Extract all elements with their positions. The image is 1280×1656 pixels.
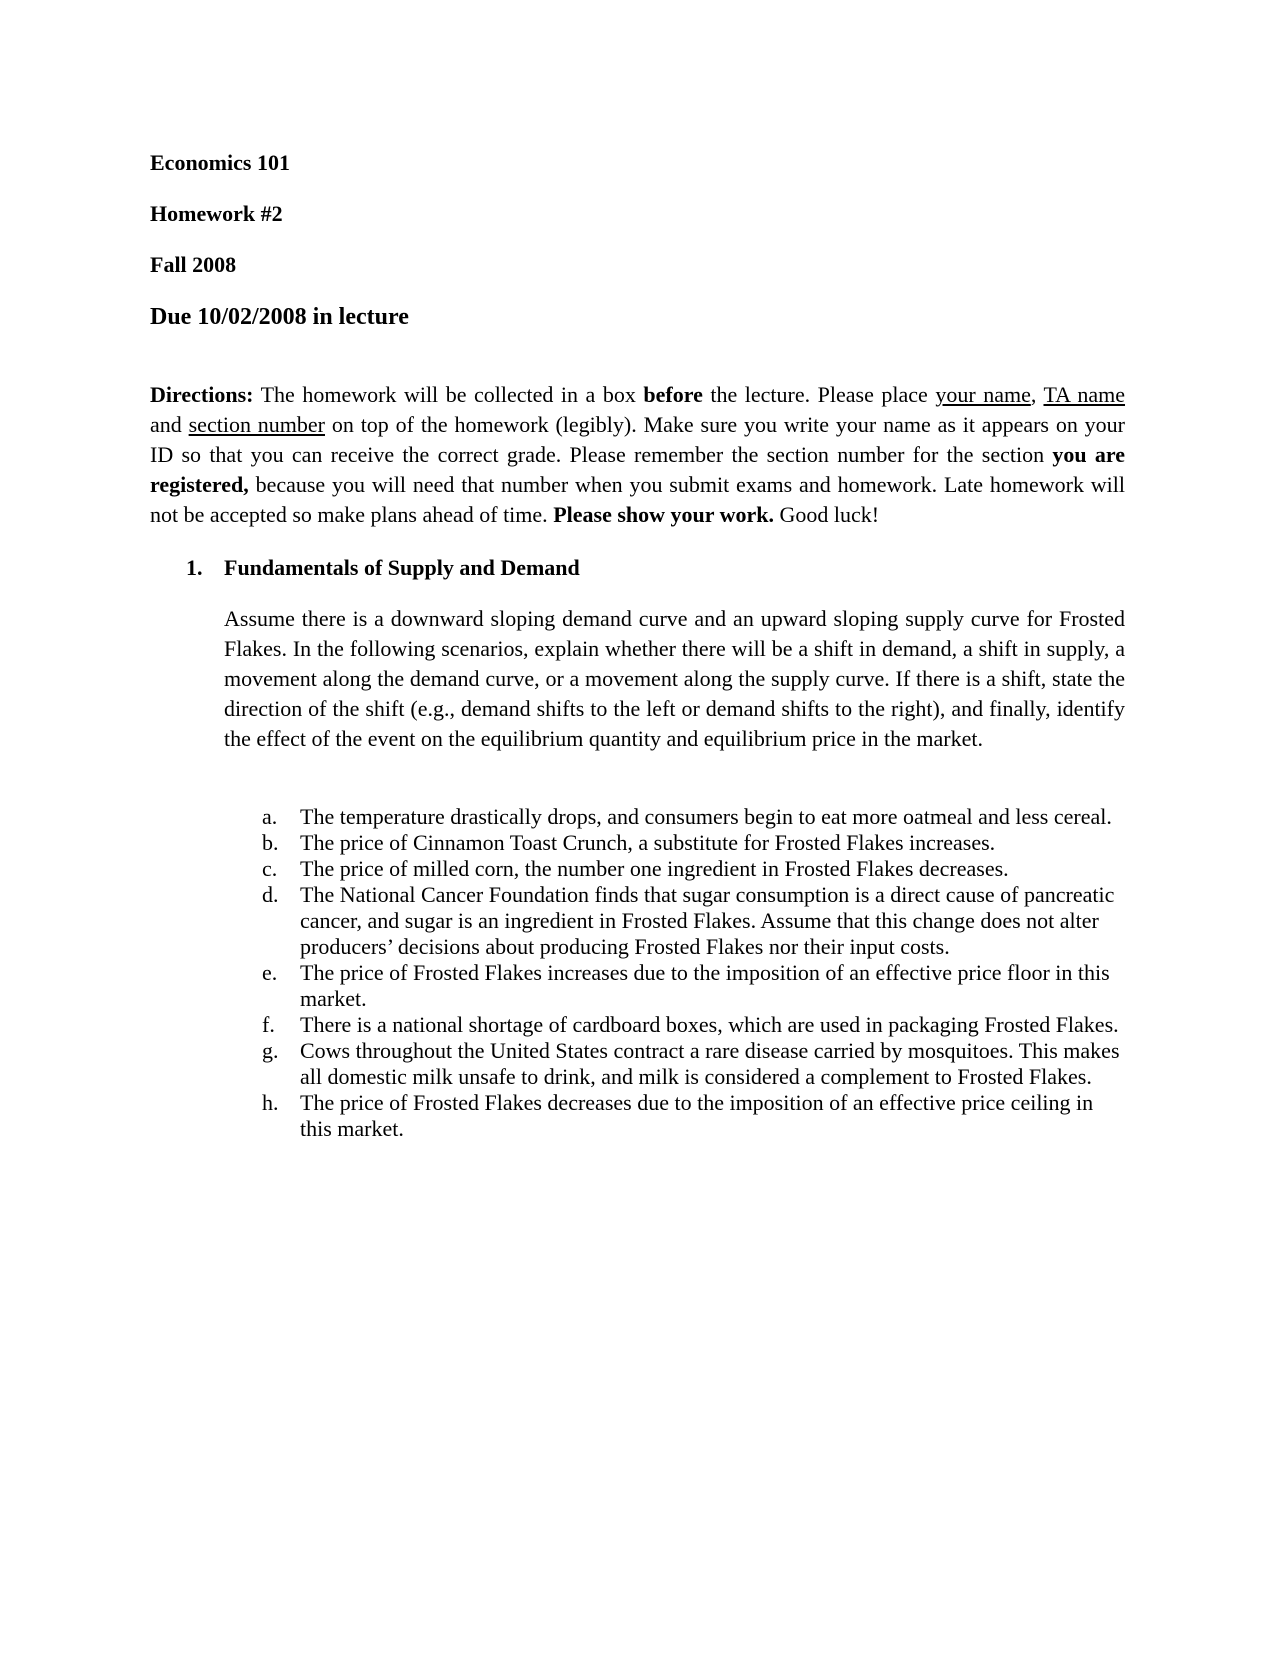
- directions-registered: you are registered,: [150, 442, 1125, 497]
- directions-before: before: [643, 382, 703, 407]
- list-item: [262, 1038, 1122, 1090]
- directions-paragraph: [150, 380, 1125, 530]
- list-item: [262, 1090, 1122, 1142]
- list-item: [262, 830, 1122, 856]
- item-letter: a.: [262, 804, 278, 829]
- directions-text-3: ,: [1030, 382, 1044, 407]
- directions-text-5: on top of the homework (legibly). Make sure you write your name as it appears on your ID so that you can receive the correct grade. Please remember the section number for the section: [150, 412, 1126, 467]
- list-item: [262, 960, 1122, 1012]
- item-letter: f.: [262, 1012, 275, 1037]
- item-text: The price of Frosted Flakes decreases due to the imposition of an effective price ceiling in this market.: [300, 1090, 1094, 1141]
- due-date: Due 10/02/2008 in lecture: [150, 304, 409, 330]
- directions-text-6: because you will need that number when you submit exams and homework. Late homework will not be accepted so make plans ahead of time.: [150, 472, 1125, 527]
- item-text: The National Cancer Foundation finds that sugar consumption is a direct cause of pancreatic cancer, and sugar is an ingredient in Frosted Flakes. Assume that this change does not alter producers’ decisions about producing Frosted Flakes nor their input costs.: [300, 882, 1115, 959]
- directions-section-number: section number: [188, 412, 325, 437]
- item-letter: d.: [262, 882, 279, 907]
- item-text: The price of Frosted Flakes increases due to the imposition of an effective price floor in this market.: [300, 960, 1110, 1011]
- item-letter: e.: [262, 960, 278, 985]
- section-intro: Assume there is a downward sloping demand curve and an upward sloping supply curve for Frosted Flakes. In the following scenarios, explain whether there will be a shift in demand, a shift in supply, a movement along the demand curve, or a movement along the supply curve. If there is a shift, state the direction of the shift (e.g., demand shifts to the left or demand shifts to the right), and finally, identify the effect of the event on the equilibrium quantity and equilibrium price in the market.: [224, 606, 1125, 751]
- item-text: The price of milled corn, the number one ingredient in Frosted Flakes decreases.: [300, 856, 1009, 881]
- item-text: There is a national shortage of cardboard boxes, which are used in packaging Frosted Flakes.: [300, 1012, 1119, 1037]
- directions-text-4: and: [150, 412, 189, 437]
- item-letter: b.: [262, 830, 279, 855]
- directions-your-name: your name: [935, 382, 1031, 407]
- item-letter: g.: [262, 1038, 279, 1063]
- assignment-title: Homework #2: [150, 201, 283, 226]
- item-letter: c.: [262, 856, 278, 881]
- directions-text-7: Good luck!: [774, 502, 880, 527]
- section-heading: [186, 555, 580, 581]
- directions-text-1: The homework will be collected in a box: [253, 382, 644, 407]
- section-number: 1.: [186, 555, 203, 580]
- course-title: Economics 101: [150, 150, 290, 175]
- term-label: Fall 2008: [150, 252, 237, 277]
- item-text: The temperature drastically drops, and consumers begin to eat more oatmeal and less cereal.: [300, 804, 1112, 829]
- scenario-list: [262, 804, 1122, 1142]
- item-text: Cows throughout the United States contract a rare disease carried by mosquitoes. This makes all domestic milk unsafe to drink, and milk is considered a complement to Frosted Flakes.: [300, 1038, 1120, 1089]
- item-letter: h.: [262, 1090, 279, 1115]
- list-item: [262, 1012, 1122, 1038]
- directions-label: Directions:: [150, 382, 254, 407]
- section-title: Fundamentals of Supply and Demand: [224, 555, 580, 580]
- directions-show-work: Please show your work.: [553, 502, 775, 527]
- item-text: The price of Cinnamon Toast Crunch, a substitute for Frosted Flakes increases.: [300, 830, 996, 855]
- list-item: [262, 856, 1122, 882]
- directions-text-2: the lecture. Please place: [702, 382, 936, 407]
- list-item: [262, 882, 1122, 960]
- list-item: [262, 804, 1122, 830]
- directions-ta-name: TA name: [1043, 382, 1126, 407]
